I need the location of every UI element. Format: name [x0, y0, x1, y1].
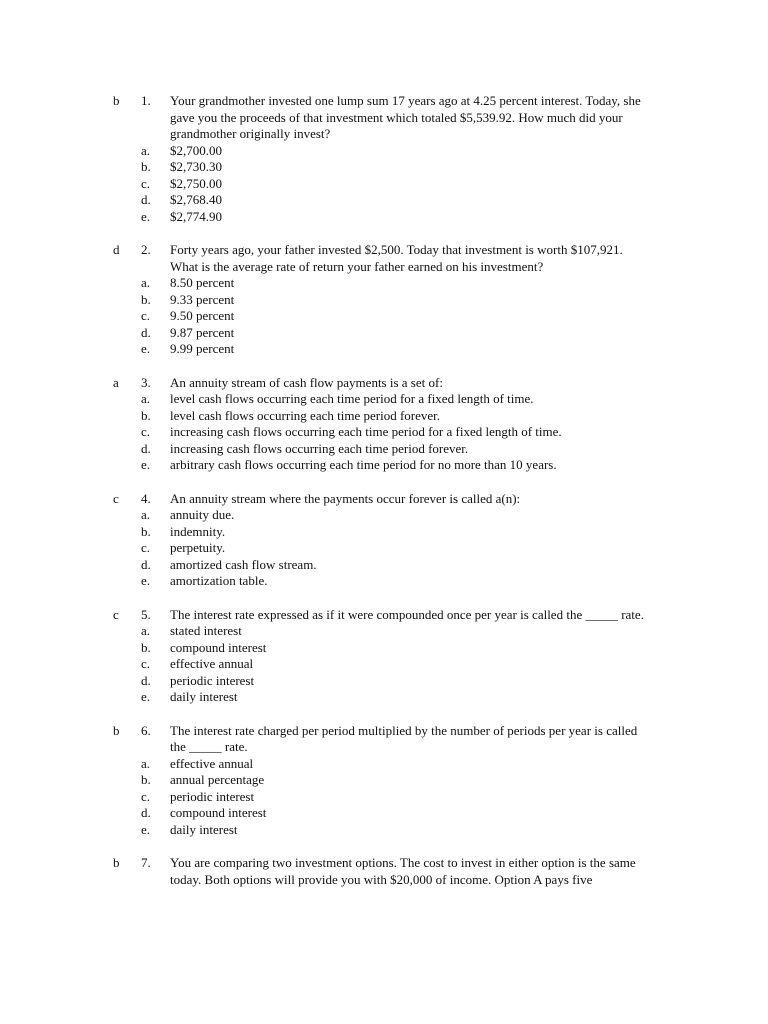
option-letter: d.	[141, 440, 151, 456]
option-text: level cash flows occurring each time period forever.	[170, 407, 440, 423]
question-stem: The interest rate expressed as if it were compounded once per year is called the _____ rate.	[170, 606, 644, 622]
option-text: increasing cash flows occurring each time period forever.	[170, 440, 469, 456]
option-text: periodic interest	[170, 788, 255, 804]
option-b	[0, 524, 768, 541]
option-text: stated interest	[170, 623, 242, 638]
option-d	[0, 441, 768, 458]
option-letter: e.	[141, 821, 151, 837]
option-b	[0, 408, 768, 425]
option-text: annual percentage	[170, 772, 265, 787]
question-header	[0, 607, 768, 624]
option-letter: b.	[141, 523, 151, 539]
question-stem: Your grandmother invested one lump sum 17 years ago at 4.25 percent interest. Today, she gave you the proceeds of that investment which totaled $5,539.92. How much did your grandmother originally invest?	[170, 93, 641, 141]
question-header	[0, 491, 768, 508]
option-a	[0, 756, 768, 773]
option-letter: c.	[141, 656, 151, 671]
question-number: 4.	[141, 490, 151, 506]
option-letter: c.	[141, 175, 151, 191]
option-letter: d.	[141, 672, 151, 688]
option-text: 9.50 percent	[170, 308, 235, 323]
option-c	[0, 308, 768, 325]
option-e	[0, 689, 768, 706]
question-stem: You are comparing two investment options. The cost to invest in either option is the same today. Both options will provide you with $20,000 of income. Option A pays five	[170, 855, 636, 887]
option-b	[0, 640, 768, 657]
option-e	[0, 573, 768, 590]
option-text: daily interest	[170, 689, 238, 704]
option-c	[0, 176, 768, 193]
option-text: $2,768.40	[170, 192, 222, 207]
answer-key: b	[113, 93, 120, 108]
option-text: effective annual	[170, 656, 254, 671]
answer-key: c	[113, 490, 119, 506]
option-e	[0, 341, 768, 358]
option-letter: b.	[141, 639, 151, 655]
question-header	[0, 723, 768, 756]
option-letter: b.	[141, 291, 151, 307]
option-text: increasing cash flows occurring each time period for a fixed length of time.	[170, 424, 562, 439]
question-4	[0, 491, 768, 590]
option-text: daily interest	[170, 821, 238, 837]
question-stem: The interest rate charged per period multiplied by the number of periods per year is called the _____ rate.	[170, 722, 638, 754]
option-letter: d.	[141, 324, 151, 340]
option-letter: c.	[141, 788, 151, 804]
option-e	[0, 209, 768, 226]
option-text: periodic interest	[170, 672, 255, 688]
answer-key: a	[113, 374, 119, 390]
option-letter: d.	[141, 556, 151, 572]
option-text: $2,774.90	[170, 208, 222, 224]
option-text: 9.33 percent	[170, 291, 235, 307]
answer-key: c	[113, 606, 119, 622]
option-a	[0, 391, 768, 408]
option-letter: a.	[141, 755, 151, 771]
option-letter: c.	[141, 308, 151, 323]
option-letter: d.	[141, 192, 151, 207]
option-letter: e.	[141, 457, 151, 472]
option-letter: e.	[141, 573, 151, 588]
option-text: compound interest	[170, 805, 267, 820]
option-c	[0, 540, 768, 557]
option-letter: b.	[141, 159, 151, 174]
option-letter: d.	[141, 805, 151, 820]
question-3	[0, 375, 768, 474]
option-text: $2,700.00	[170, 142, 222, 158]
option-b	[0, 292, 768, 309]
question-5	[0, 607, 768, 706]
option-letter: e.	[141, 341, 151, 356]
option-b	[0, 159, 768, 176]
option-c	[0, 789, 768, 806]
option-a	[0, 143, 768, 160]
option-e	[0, 822, 768, 839]
question-number: 3.	[141, 374, 151, 390]
question-stem: An annuity stream where the payments occur forever is called a(n):	[170, 490, 521, 506]
question-number: 1.	[141, 93, 151, 108]
option-text: amortization table.	[170, 573, 268, 588]
question-header	[0, 242, 768, 275]
option-d	[0, 192, 768, 209]
option-letter: b.	[141, 407, 151, 423]
question-1	[0, 93, 768, 225]
option-text: indemnity.	[170, 523, 226, 539]
option-a	[0, 623, 768, 640]
option-letter: e.	[141, 208, 151, 224]
option-letter: a.	[141, 142, 151, 158]
option-c	[0, 424, 768, 441]
question-6	[0, 723, 768, 839]
option-text: effective annual	[170, 755, 254, 771]
option-text: perpetuity.	[170, 540, 226, 555]
option-letter: a.	[141, 391, 151, 406]
option-letter: c.	[141, 424, 151, 439]
option-d	[0, 805, 768, 822]
option-text: level cash flows occurring each time period for a fixed length of time.	[170, 391, 534, 406]
question-number: 2.	[141, 242, 151, 257]
question-stem: Forty years ago, your father invested $2,500. Today that investment is worth $107,921. What is the average rate of return your father earned on his investment?	[170, 242, 623, 274]
question-number: 6.	[141, 722, 151, 738]
question-stem: An annuity stream of cash flow payments is a set of:	[170, 374, 443, 390]
option-letter: a.	[141, 275, 151, 290]
option-text: 8.50 percent	[170, 275, 235, 290]
option-a	[0, 275, 768, 292]
option-c	[0, 656, 768, 673]
option-text: $2,750.00	[170, 175, 222, 191]
question-header	[0, 93, 768, 143]
option-a	[0, 507, 768, 524]
option-text: annuity due.	[170, 507, 235, 522]
question-page	[0, 93, 768, 905]
option-b	[0, 772, 768, 789]
question-number: 7.	[141, 855, 151, 870]
answer-key: d	[113, 242, 120, 257]
option-text: $2,730.30	[170, 159, 222, 174]
option-text: 9.87 percent	[170, 324, 235, 340]
option-letter: a.	[141, 623, 151, 638]
option-letter: e.	[141, 689, 151, 704]
question-header	[0, 855, 768, 888]
option-d	[0, 325, 768, 342]
option-text: compound interest	[170, 639, 267, 655]
answer-key: b	[113, 722, 120, 738]
answer-key: b	[113, 855, 120, 870]
option-letter: b.	[141, 772, 151, 787]
option-e	[0, 457, 768, 474]
question-2	[0, 242, 768, 358]
option-text: 9.99 percent	[170, 341, 235, 356]
option-text: arbitrary cash flows occurring each time period for no more than 10 years.	[170, 457, 557, 472]
option-letter: a.	[141, 507, 151, 522]
option-d	[0, 673, 768, 690]
question-number: 5.	[141, 606, 151, 622]
question-header	[0, 375, 768, 392]
option-d	[0, 557, 768, 574]
option-text: amortized cash flow stream.	[170, 556, 317, 572]
question-7	[0, 855, 768, 888]
option-letter: c.	[141, 540, 151, 555]
